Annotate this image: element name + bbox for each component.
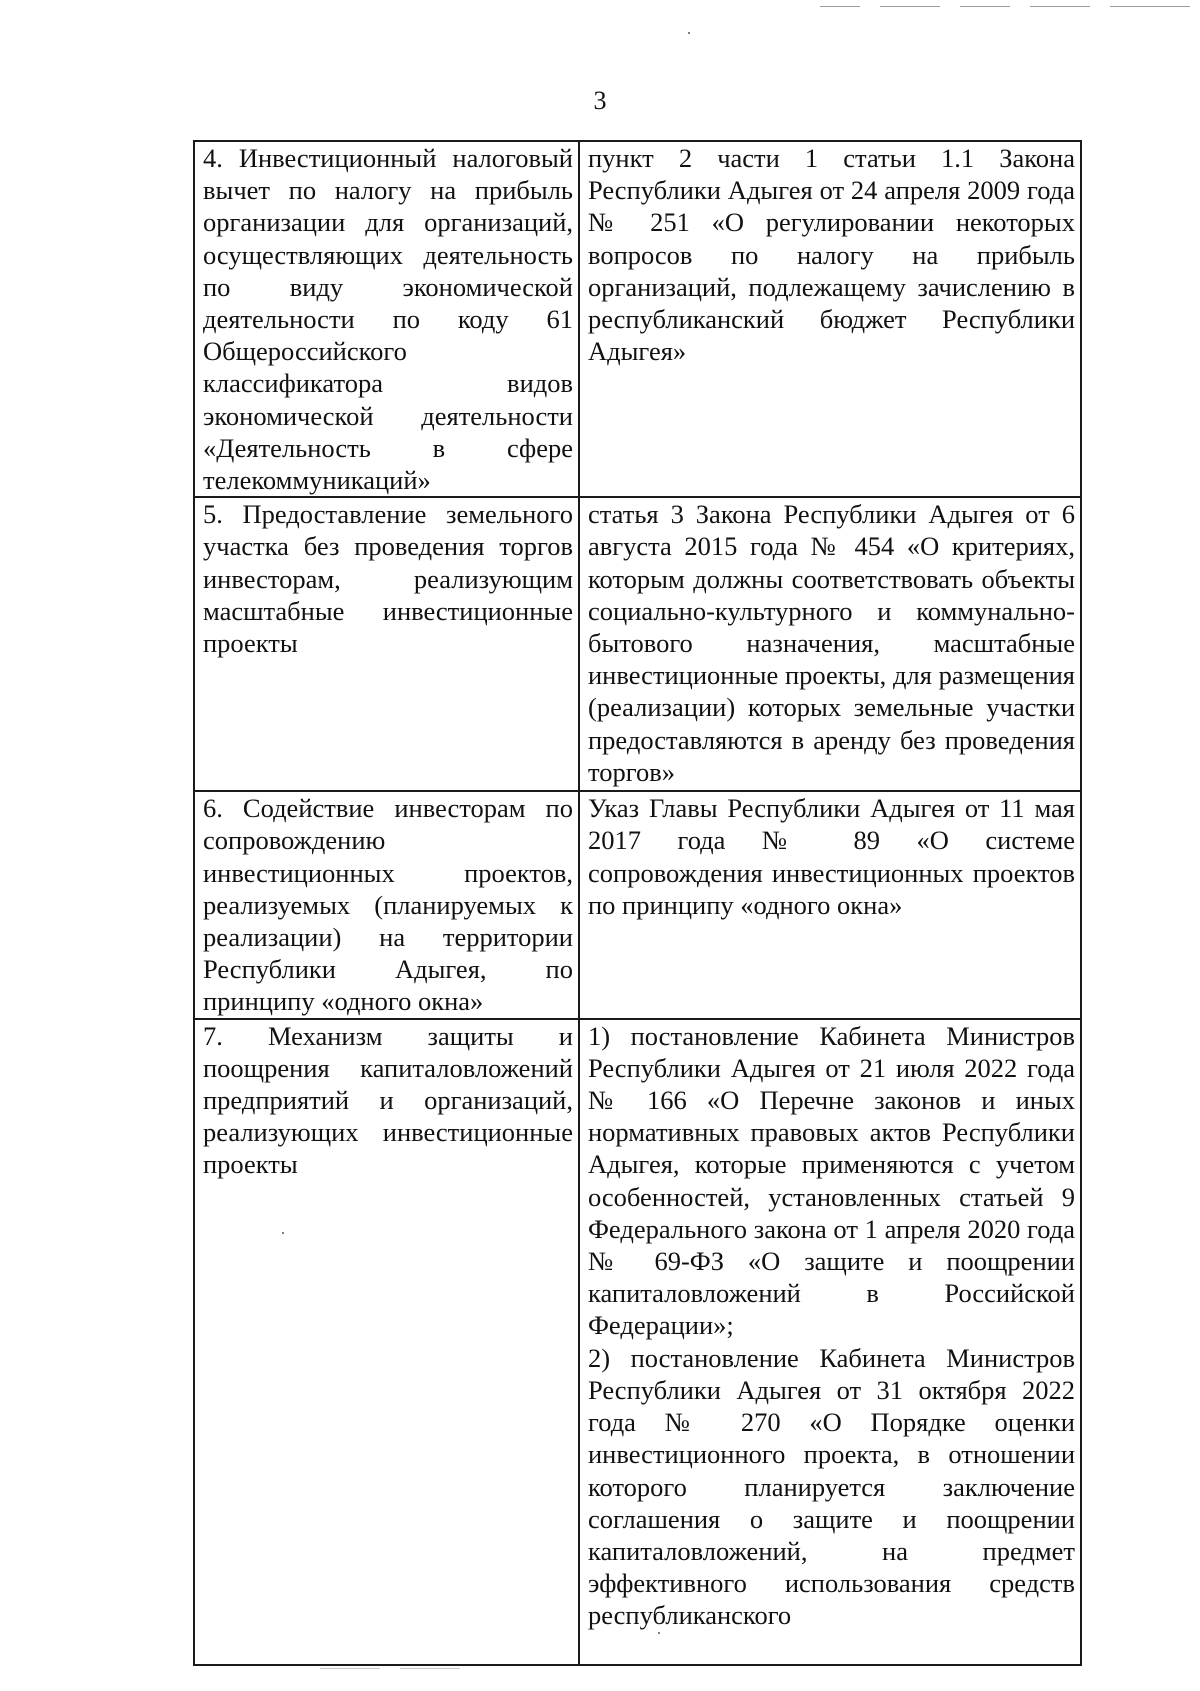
measure-cell [194,1019,579,1665]
scan-artifact-top-1 [820,6,860,7]
legal-basis-text: Указ Главы Республики Адыгея от 11 мая 2017 года № 89 «О системе сопровождения инвестиционных проектов по принципу «одного окна» [588,793,1075,920]
measure-text: 7. Механизм защиты и поощрения капиталовложений предприятий и организаций, реализующих инвестиционные проекты [203,1020,573,1180]
table-row [194,1019,1081,1665]
measure-cell [194,791,579,1018]
measure-cell [194,141,579,497]
table-row [194,141,1081,497]
scan-artifact-top-3 [960,6,1010,7]
scan-artifact-top-4 [1030,6,1090,7]
scan-artifact-bottom-1 [320,1668,380,1669]
legal-basis-cell [579,141,1081,497]
measure-text: 4. Инвестиционный налоговый вычет по налогу на прибыль организации для организаций, осуществляющих деятельность по виду экономической деятельности по коду 61 Общероссийского классификатора видов экономической деятельности «Деятельность в сфере телекоммуникаций» [203,143,573,496]
page-number: 3 [593,86,607,115]
table-row [194,791,1081,1018]
legal-basis-text: 1) постановление Кабинета Министров Республики Адыгея от 21 июля 2022 года № 166 «О Перечне законов и иных нормативных правовых актов Республики Адыгея, которые применяются с учетом особенностей, установленных статьей 9 Федерального закона от 1 апреля 2020 года № 69-ФЗ «О защите и поощрении капиталовложений в Российской Федерации»; 2) постановление Кабинета Министров Республики Адыгея от 31 октября 2022 года № 270 «О Порядке оценки инвестиционного проекта, в отношении которого планируется заключение соглашения о защите и поощрении капиталовложений, на предмет эффективного использования средств республиканского [588,1020,1075,1631]
scan-artifact-top-2 [880,6,940,7]
legal-basis-cell [579,1019,1081,1665]
scan-artifact-bottom-2 [400,1668,460,1669]
legal-basis-cell [579,497,1081,791]
legal-basis-text: статья 3 Закона Республики Адыгея от 6 августа 2015 года № 454 «О критериях, которым должны соответствовать объекты социально-культурного и коммунально-бытового назначения, масштабные инвестиционные проекты, для размещения (реализации) которых земельные участки предоставляются в аренду без проведения торгов» [588,499,1075,787]
legal-basis-text: пункт 2 части 1 статьи 1.1 Закона Республики Адыгея от 24 апреля 2009 года № 251 «О регулировании некоторых вопросов по налогу на прибыль организаций, подлежащему зачислению в республиканский бюджет Республики Адыгея» [588,143,1075,367]
scan-speck [688,32,690,34]
measure-cell [194,497,579,791]
support-measures-table [193,140,1082,1666]
scan-artifact-top-5 [1110,6,1190,7]
legal-basis-cell [579,791,1081,1018]
measure-text: 6. Содействие инвесторам по сопровождению инвестиционных проектов, реализуемых (планируемых к реализации) на территории Республики Адыгея, по принципу «одного окна» [203,793,573,1017]
measure-text: 5. Предоставление земельного участка без проведения торгов инвесторам, реализующим масштабные инвестиционные проекты [203,499,573,659]
table-row [194,497,1081,791]
